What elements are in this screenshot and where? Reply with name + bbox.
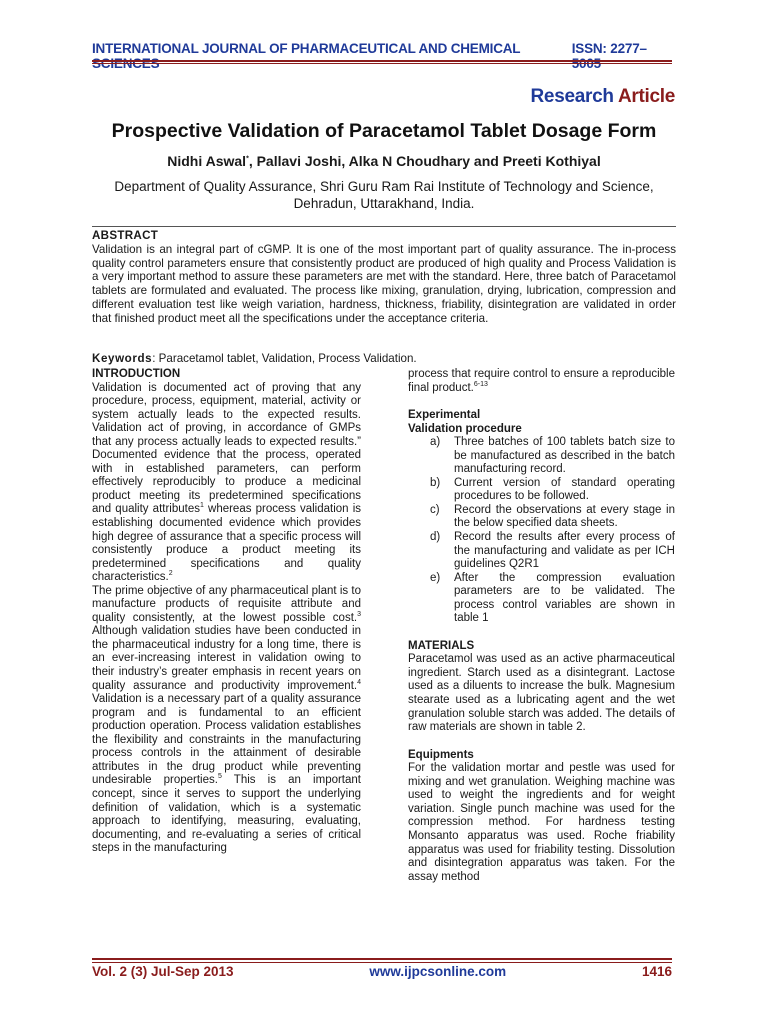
intro-paragraph-1 (92, 382, 361, 585)
procedure-list (408, 436, 675, 626)
ref-5: 5 (217, 773, 222, 781)
materials-paragraph: Paracetamol was used as an active pharmaceutical ingredient. Starch used as a disintegrant. Lactose used as a diluents to increase the bulk. Magnesium stearate used as a lubricating agent and the wet granulation soluble starch was added. The details of raw materials are shown in table 2. (408, 653, 675, 734)
materials-heading: MATERIALS (408, 639, 475, 652)
list-item-label: c) (430, 503, 440, 516)
intro-p1-text-a: Validation is documented act of proving that any procedure, process, equipment, material, activity or system actually leads to the expected results. Validation act of proving, in accordance of GMPs that any process actually leads to expected results.” Documented evidence that the process, operated with in established parameters, can perform effectively reproducibly to produce a medicinal product meeting its predetermined specifications and quality attributes (92, 381, 361, 516)
intro-p2-text-a: The prime objective of any pharmaceutical plant is to manufacture products of requisite attribute and quality consistently, at the lowest possible cost. (92, 584, 361, 624)
paper-title: Prospective Validation of Paracetamol Tablet Dosage Form (111, 120, 657, 142)
intro-continuation-text: process that require control to ensure a reproducible final product. (408, 368, 675, 394)
equipments-heading: Equipments (408, 748, 474, 761)
list-item (408, 504, 675, 531)
abstract-heading: ABSTRACT (92, 229, 159, 242)
list-item-label: e) (430, 571, 441, 584)
issn: ISSN: 2277– (571, 41, 647, 56)
list-item-label: b) (430, 476, 441, 489)
article-type-article: Article (617, 86, 675, 107)
header-rule (92, 60, 672, 62)
intro-continuation (408, 368, 675, 395)
abstract-text: Validation is an integral part of cGMP. It is one of the most important part of quality assurance. The in-process quality control parameters ensure that consistently product are produced of high quality and Process Validation is a very important method to assure these parameters are met with the standard. Here, three batch of Paracetamol tablets are formulated and evaluated. The process like mixing, granulation, drying, lubrication, compression and different evaluation test like weigh variation, hardness, thickness, friability, disintegration are validated in order that finished product meet all the specifications under the acceptance criteria. (92, 242, 676, 325)
ref-3: 3 (357, 611, 361, 619)
list-item-text: Record the observations at every stage in the below specified data sheets. (454, 503, 675, 530)
website-link[interactable]: www.ijpcsonline.com (369, 964, 507, 979)
other-authors: , Pallavi Joshi, Alka N Choudhary and Preeti Kothiyal (248, 153, 601, 169)
intro-p1-text-b: whereas process validation is establishing documented evidence which provides high degree of assurance that a specific process will consistently produce a product meeting its predetermined specifications and quality characteristics. (92, 503, 361, 584)
article-type (531, 86, 675, 108)
header-rule-thin (92, 63, 672, 64)
ref-4: 4 (357, 678, 361, 686)
author-list (0, 153, 768, 169)
procedure-heading: Validation procedure (408, 422, 522, 435)
list-item-text: Current version of standard operating procedures to be followed. (454, 476, 675, 503)
keywords (92, 352, 676, 365)
page-footer (92, 964, 672, 979)
list-item-label: d) (430, 531, 441, 544)
intro-p2-text-d: This is an important concept, since it serves to support the underlying definition of validation, which is a systematic approach to identifying, measuring, evaluating, documenting, and re-evaluating a series of critical steps in the manufacturing (92, 774, 361, 855)
ref-2: 2 (168, 570, 173, 578)
author-1: Nidhi Aswal (167, 153, 247, 169)
footer-rule (92, 958, 672, 960)
affiliation (96, 178, 672, 212)
footer-rule-thin (92, 962, 672, 963)
abstract (92, 229, 676, 326)
volume-info: Vol. 2 (3) Jul-Sep 2013 (92, 964, 234, 979)
affiliation-line-1: Department of Quality Assurance, Shri Guru Ram Rai Institute of Technology and Science, (114, 179, 654, 194)
intro-p2-text-b: Although validation studies have been conducted in the pharmaceutical industry for a long time, there is an ever-increasing interest in validation owing to their industry’s greater emphasis in recent years on quality assurance and productivity improvement. (92, 625, 361, 692)
list-item-label: a) (430, 436, 441, 449)
list-item (408, 477, 675, 504)
list-item-text: After the compression evaluation parameters are to be validated. The process control variables are shown in table 1 (454, 571, 675, 625)
intro-heading: INTRODUCTION (92, 368, 181, 380)
affiliation-line-2: Dehradun, Uttarakhand, India. (293, 196, 475, 211)
intro-paragraph-2 (92, 585, 361, 856)
equipments-paragraph: For the validation mortar and pestle was used for mixing and wet granulation. Weighing machine was used to weight the ingredients and for weight variation. Single punch machine was used for the compression method. For hardness testing Monsanto apparatus was used. Roche friability apparatus was used for friability testing. Dissolution and disintegration apparatus was taken. For the assay method (408, 762, 675, 883)
page-number: 1416 (641, 964, 672, 979)
list-item-text: Record the results after every process of the manufacturing and validate as per ICH guidelines Q2R1 (454, 531, 675, 571)
list-item (408, 531, 675, 572)
intro-p2-text-c: Validation is a necessary part of a quality assurance program and is fundamental to an efficient production operation. Process validation establishes the flexibility and constraints in the manufacturing process controls in the attainment of desirable attributes in the drug product while preventing undesirable properties. (92, 693, 361, 787)
journal-header (92, 41, 672, 71)
ref-1: 1 (199, 502, 204, 510)
ref-6-13: 6-13 (473, 380, 488, 388)
experimental-heading: Experimental (408, 409, 481, 422)
journal-name: INTERNATIONAL JOURNAL OF PHARMACEUTICAL AND CHEMICAL (92, 41, 521, 56)
article-type-research: Research (530, 86, 614, 107)
list-item-text: Three batches of 100 tablets batch size to be manufactured as described in the batch manufacturing record. (454, 436, 675, 476)
keywords-text: : Paracetamol tablet, Validation, Process Validation. (152, 352, 417, 365)
left-column (92, 368, 361, 856)
keywords-label: Keywords (92, 352, 153, 365)
right-column (408, 368, 675, 884)
corresponding-mark: * (246, 155, 249, 163)
list-item (408, 572, 675, 626)
list-item (408, 436, 675, 477)
abstract-rule (92, 226, 676, 227)
